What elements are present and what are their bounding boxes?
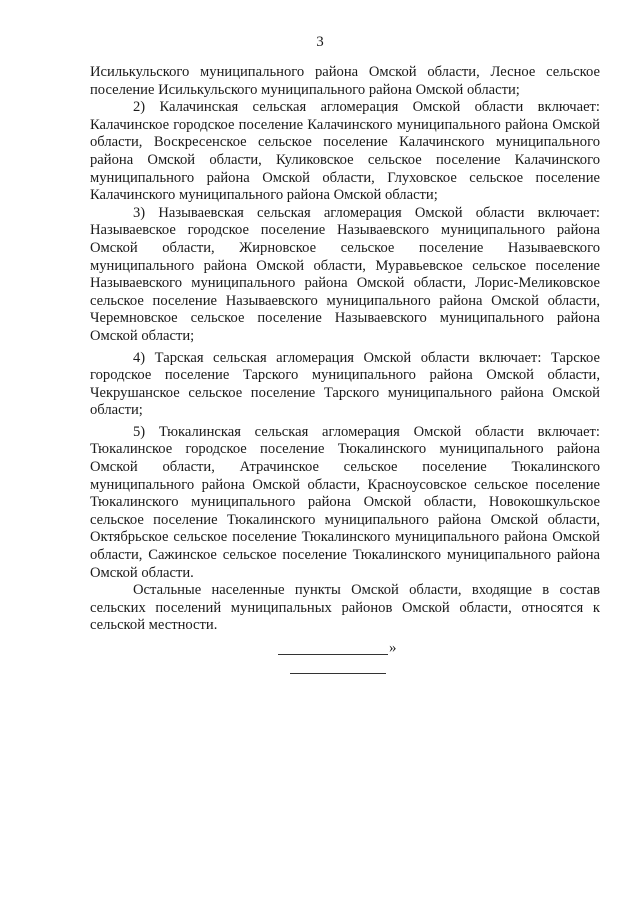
closing-rule-upper (278, 654, 388, 655)
paragraph-nazyvaevsk-agglomeration: 3) Называевская сельская агломерация Омской области включает: Называевское городское поселение Называевского муниципального района Омской области, Жирновское сельское поселение Называевского муниципального района Омской области, Муравьевское сельское поселение Называевского муниципального района Омской области, Лорис-Меликовское сельское поселение Называевского муниципального района Омской области, Черемновское сельское поселение Называевского муниципального района Омской области; (90, 204, 600, 344)
closing-rule-lower (290, 673, 386, 674)
paragraph-isilkul-continuation: Исилькульского муниципального района Омской области, Лесное сельское поселение Исилькульского муниципального района Омской области; (90, 64, 600, 98)
page-number: 3 (316, 34, 324, 50)
paragraph-tara-agglomeration: 4) Тарская сельская агломерация Омской области включает: Тарское городское поселение Тарского муниципального района Омской области, Чекрушанское сельское поселение Тарского муниципального района Омской области; (90, 349, 600, 419)
paragraph-rural-areas: Остальные населенные пункты Омской области, входящие в состав сельских поселений муниципальных районов Омской области, относятся к сельской местности. (90, 582, 600, 634)
closing-quote: » (389, 640, 397, 656)
paragraph-tyukalinsk-agglomeration: 5) Тюкалинская сельская агломерация Омской области включает: Тюкалинское городское поселение Тюкалинского муниципального района Омской области, Атрачинское сельское поселение Тюкалинского муниципального района Омской области, Красноусовское сельское поселение Тюкалинского муниципального района Омской области, Новокошкульское сельское поселение Тюкалинского муниципального района Омской области, Октябрьское сельское поселение Тюкалинского муниципального района Омской области, Сажинское сельское поселение Тюкалинского муниципального района Омской области. (90, 423, 600, 581)
document-body (90, 64, 600, 635)
paragraph-kalachinsk-agglomeration: 2) Калачинская сельская агломерация Омской области включает: Калачинское городское поселение Калачинского муниципального района Омской области, Воскресенское сельское поселение Калачинского муниципального района Омской области, Куликовское сельское поселение Калачинского муниципального района Омской области, Глуховское сельское поселение Калачинского муниципального района Омской области; (90, 99, 600, 204)
